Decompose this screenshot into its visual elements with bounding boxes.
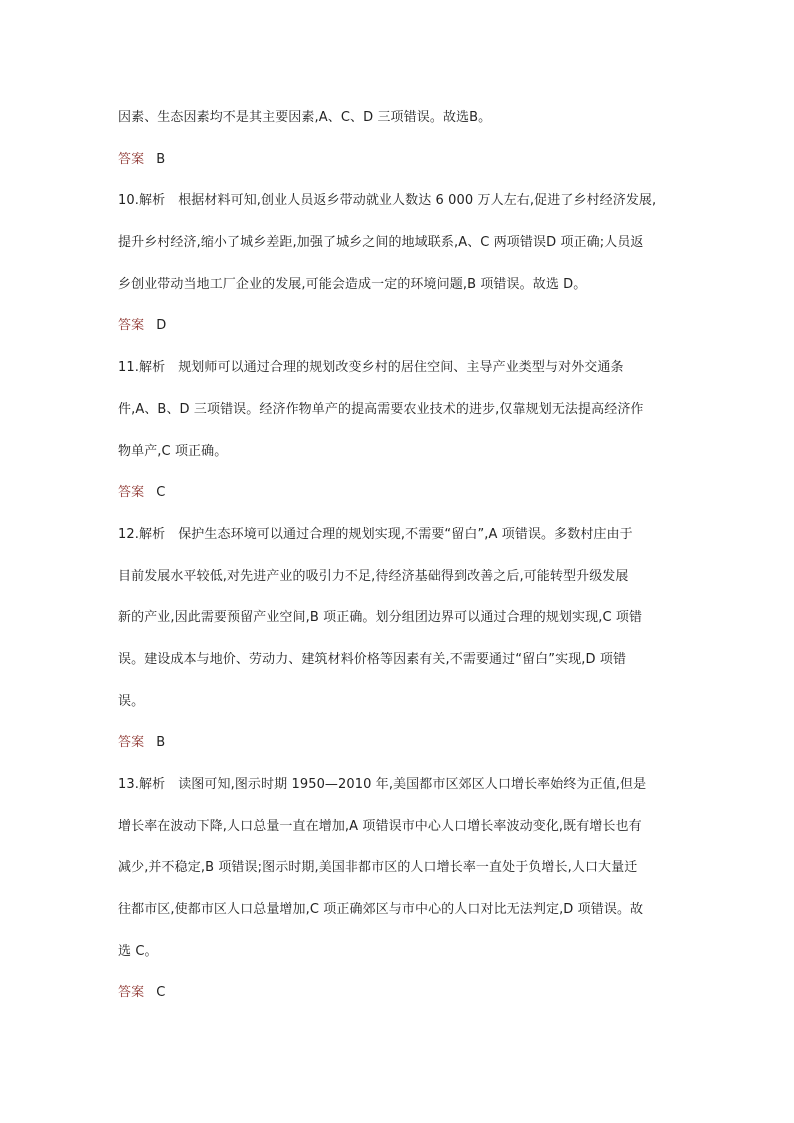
text-line	[118, 764, 684, 806]
text-line: 增长率在波动下降,人口总量一直在增加,A 项错误市中心人口增长率波动变化,既有增长也有	[118, 818, 642, 834]
answer-value: B	[156, 735, 166, 751]
text-line-content: 规划师可以通过合理的规划改变乡村的居住空间、主导产业类型与对外交通条	[178, 360, 624, 376]
analysis-paragraph-10	[118, 180, 684, 305]
text-line: 减少,并不稳定,B 项错误;图示时期,美国非都市区的人口增长率一直处于负增长,人口大量迁	[118, 860, 638, 876]
analysis-label: 解析	[138, 526, 166, 542]
answer-row	[118, 472, 684, 514]
text-line: 目前发展水平较低,对先进产业的吸引力不足,待经济基础得到改善之后,可能转型升级发展	[118, 568, 629, 584]
text-line-content: 保护生态环境可以通过合理的规划实现,不需要“留白”,A 项错误。多数村庄由于	[178, 526, 633, 542]
answer-value: C	[156, 985, 166, 1001]
question-number: 13.	[118, 777, 139, 792]
text-line-content: 根据材料可知,创业人员返乡带动就业人数达 6 000 万人左右,促进了乡村经济发展,	[178, 193, 657, 209]
text-line: 误。建设成本与地价、劳动力、建筑材料价格等因素有关,不需要通过“留白”实现,D 项错	[118, 651, 627, 667]
analysis-paragraph-11	[118, 347, 684, 472]
question-number: 12.	[118, 526, 139, 542]
text-line: 误。	[118, 693, 145, 709]
answer-row	[118, 722, 684, 764]
text-line	[118, 180, 684, 222]
answer-label: 答案	[118, 985, 145, 1001]
text-line: 选 C。	[118, 943, 158, 959]
analysis-paragraph-13	[118, 764, 684, 972]
answer-label: 答案	[118, 318, 145, 334]
text-line: 乡创业带动当地工厂企业的发展,可能会造成一定的环境问题,B 项错误。故选 D。	[118, 276, 587, 292]
answer-value: D	[156, 318, 167, 334]
answer-label: 答案	[118, 151, 145, 167]
question-number: 10.	[118, 193, 139, 209]
answer-value: C	[156, 485, 166, 501]
analysis-paragraph-12	[118, 514, 684, 722]
text-line	[118, 514, 684, 556]
text-line: 件,A、B、D 三项错误。经济作物单产的提高需要农业技术的进步,仅靠规划无法提高经济作	[118, 401, 644, 417]
text-line: 物单产,C 项正确。	[118, 443, 228, 459]
text-line: 新的产业,因此需要预留产业空间,B 项正确。划分组团边界可以通过合理的规划实现,C 项错	[118, 610, 643, 626]
answer-row	[118, 139, 684, 181]
answer-label: 答案	[118, 735, 145, 751]
analysis-label: 解析	[138, 777, 166, 792]
answer-row	[118, 972, 684, 1014]
text-line	[118, 347, 684, 389]
answer-label: 答案	[118, 485, 145, 501]
paragraph-continuation	[118, 97, 684, 139]
question-number: 11.	[118, 360, 139, 376]
answer-value: B	[156, 151, 166, 167]
text-line: 因素、生态因素均不是其主要因素,A、C、D 三项错误。故选B。	[118, 110, 492, 125]
text-line-content: 读图可知,图示时期 1950—2010 年,美国都市区郊区人口增长率始终为正值,但是	[178, 777, 647, 792]
text-line: 提升乡村经济,缩小了城乡差距,加强了城乡之间的地域联系,A、C 两项错误D 项正确;人员返	[118, 235, 644, 251]
answer-row	[118, 305, 684, 347]
document-page	[118, 97, 684, 1014]
text-line: 往都市区,使都市区人口总量增加,C 项正确郊区与市中心的人口对比无法判定,D 项错误。故	[118, 902, 644, 918]
analysis-label: 解析	[138, 360, 166, 376]
analysis-label: 解析	[138, 193, 166, 209]
